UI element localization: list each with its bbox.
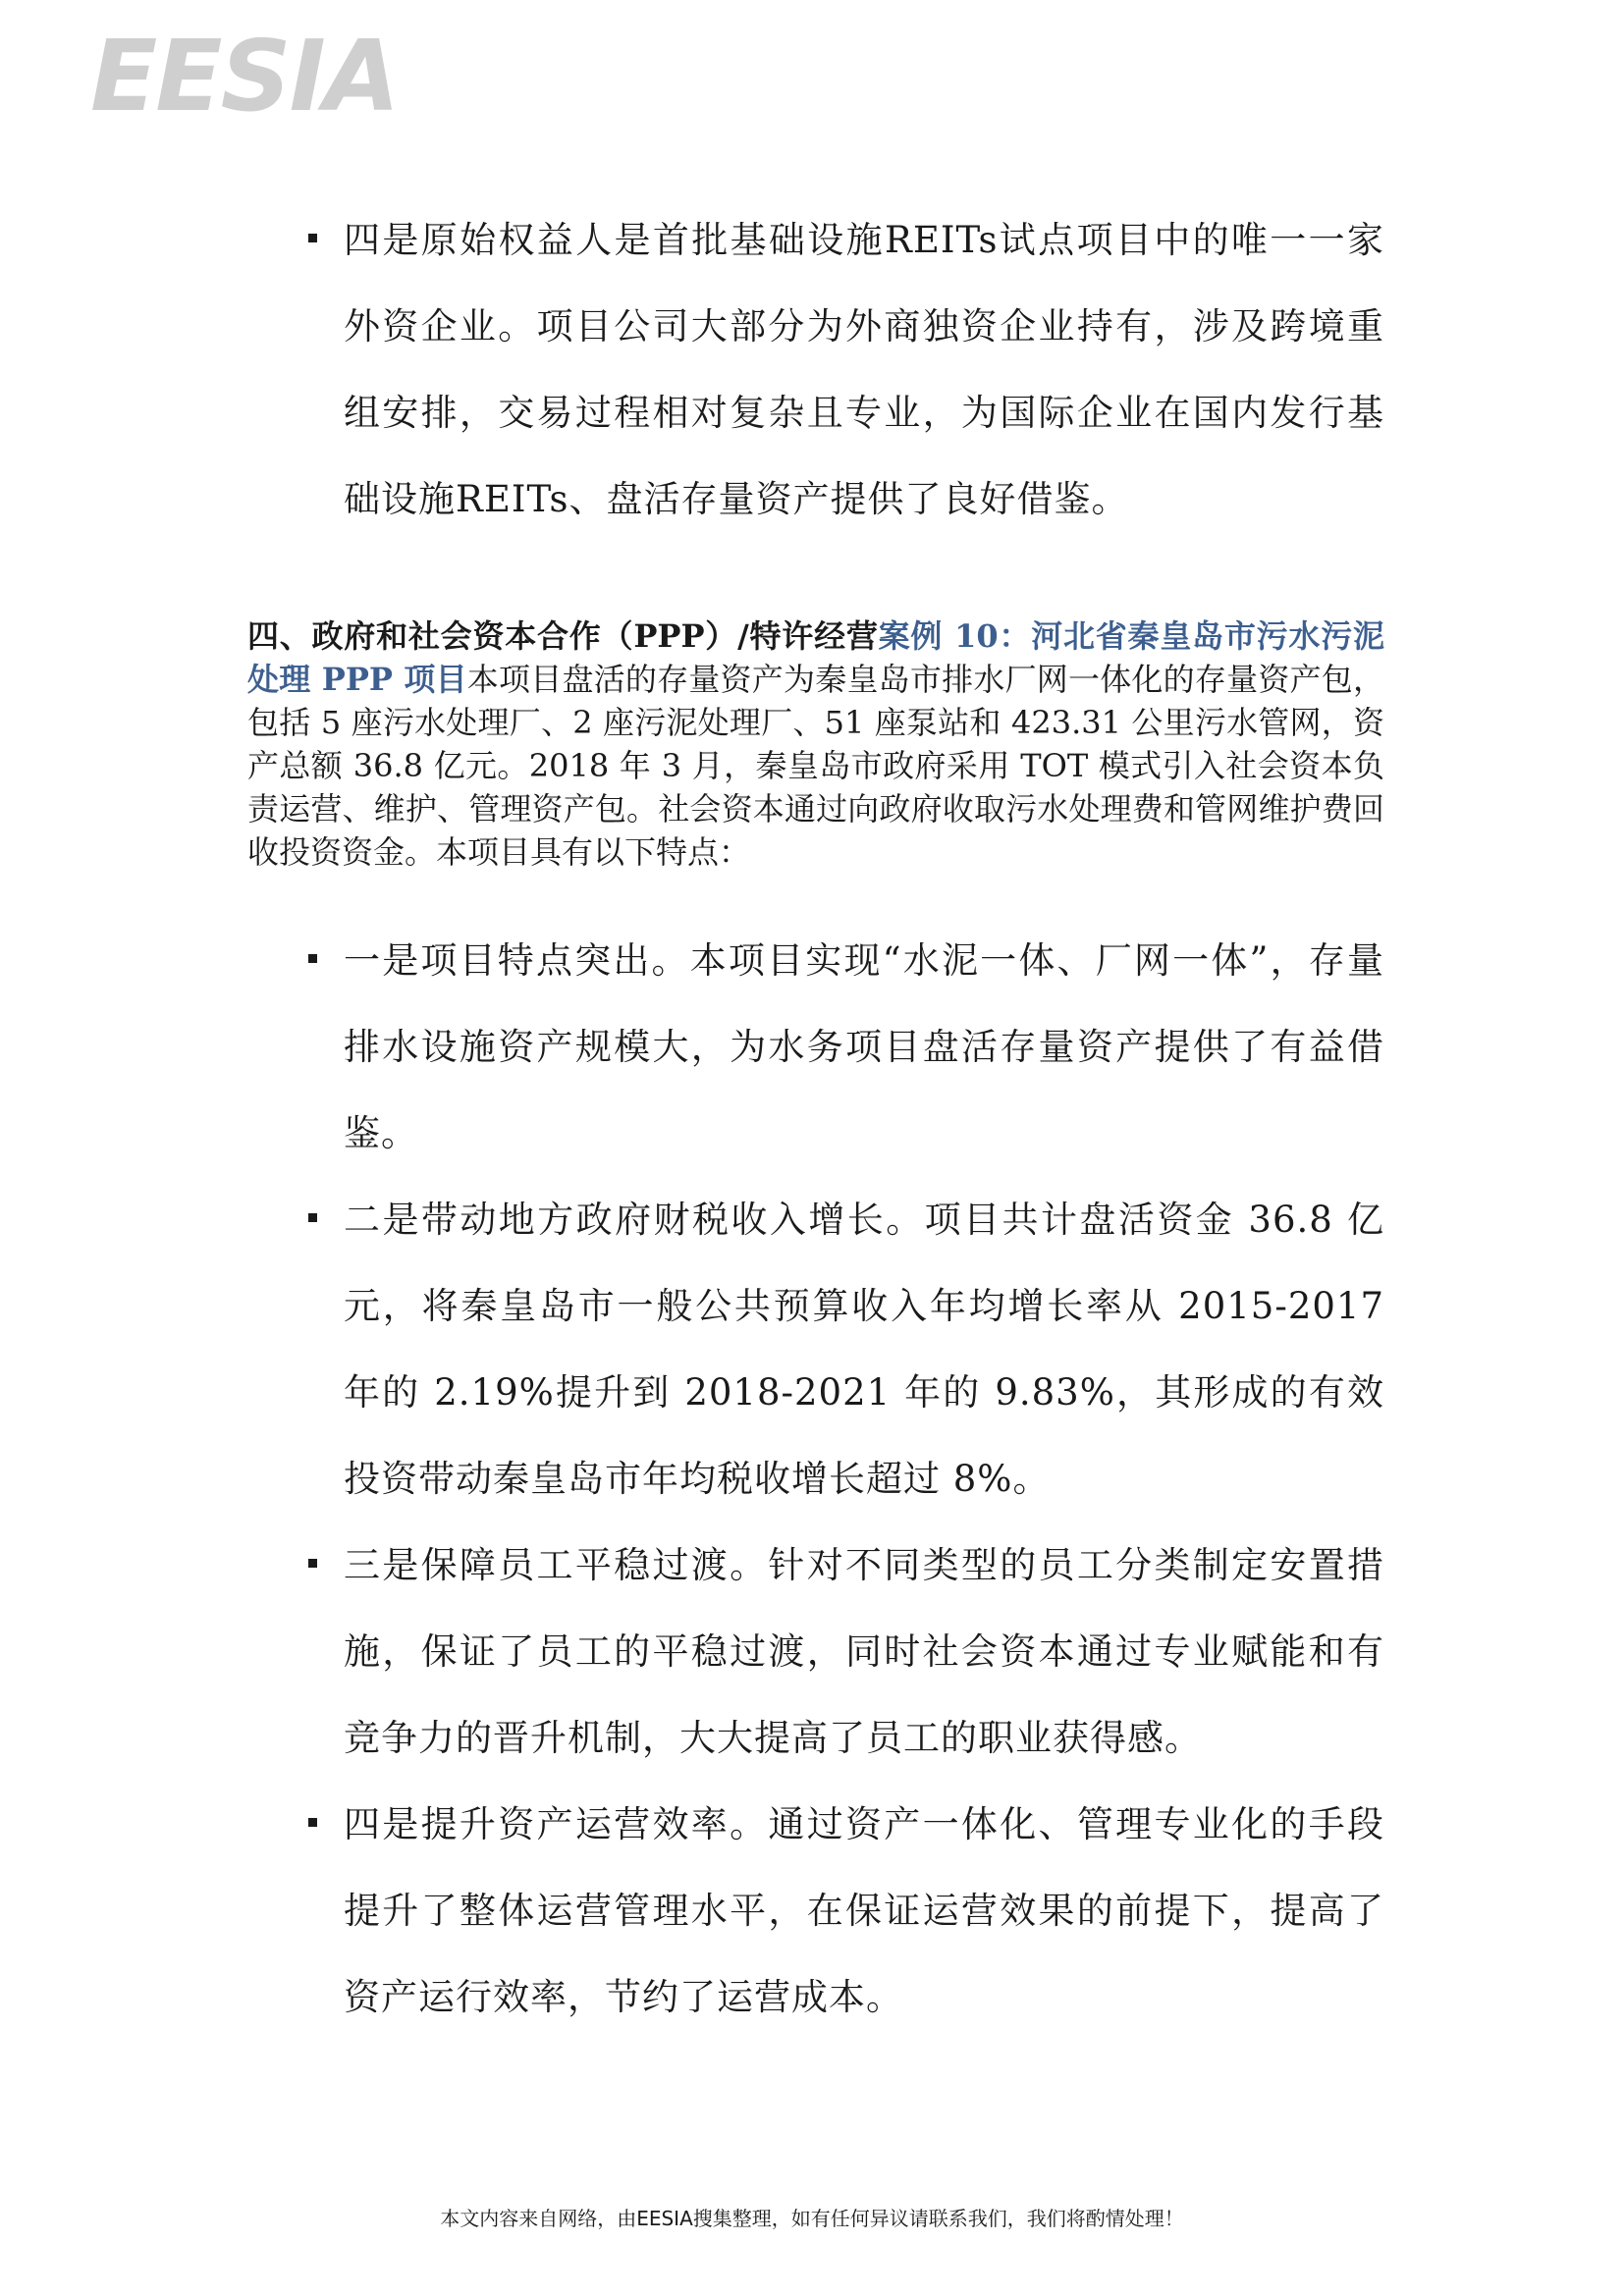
section-body: 本项目盘活的存量资产为秦皇岛市排水厂网一体化的存量资产包，包括 5 座污水处理厂、2 座污泥处理厂、51 座泵站和 423.31 公里污水管网，资产总额 36.8 亿元。2018 年 3 月，秦皇岛市政府采用 TOT 模式引入社会资本负责运营、维护、管理资产包。社会资本通过向政府收取污水处理费和管网维护费回收投资资金。本项目具有以下特点： [247,661,1384,871]
section-heading: 四、政府和社会资本合作（PPP）/特许经营 [247,617,879,655]
list-item-text: 二是带动地方政府财税收入增长。项目共计盘活资金 36.8 亿元，将秦皇岛市一般公共预算收入年均增长率从 2015-2017 年的 2.19%提升到 2018-2021 年的 9.83%，其形成的有效投资带动秦皇岛市年均税收增长超过 8%。 [344,1199,1384,1500]
list-item [344,918,1384,1177]
bullet-icon [308,1559,317,1568]
list-item-text: 四是提升资产运营效率。通过资产一体化、管理专业化的手段提升了整体运营管理水平，在保证运营效果的前提下，提高了资产运行效率，节约了运营成本。 [344,1803,1384,2018]
case-title: 案例 10：河北省秦皇岛市污水污泥处理 PPP 项目 [247,617,1384,698]
page-footer: 本文内容来自网络，由EESIA搜集整理，如有任何异议请联系我们，我们将酌情处理！ [440,2207,1184,2230]
section-ppp [247,614,1384,874]
list-item [344,197,1384,543]
list-item [344,1782,1384,2041]
eesia-logo: EESIA [90,19,399,133]
list-item-text: 四是原始权益人是首批基础设施REITs试点项目中的唯一一家外资企业。项目公司大部分为外商独资企业持有，涉及跨境重组安排，交易过程相对复杂且专业，为国际企业在国内发行基础设施REITs、盘活存量资产提供了良好借鉴。 [344,219,1384,520]
list-item-text: 一是项目特点突出。本项目实现“水泥一体、厂网一体”，存量排水设施资产规模大，为水务项目盘活存量资产提供了有益借鉴。 [344,939,1384,1154]
bullet-icon [308,1818,317,1827]
bullet-icon [308,1213,317,1222]
list-item [344,1522,1384,1782]
bullet-icon [308,234,317,242]
list-item-text: 三是保障员工平稳过渡。针对不同类型的员工分类制定安置措施，保证了员工的平稳过渡，同时社会资本通过专业赋能和有竞争力的晋升机制，大大提高了员工的职业获得感。 [344,1544,1384,1759]
bullet-icon [308,954,317,963]
list-item [344,1177,1384,1522]
